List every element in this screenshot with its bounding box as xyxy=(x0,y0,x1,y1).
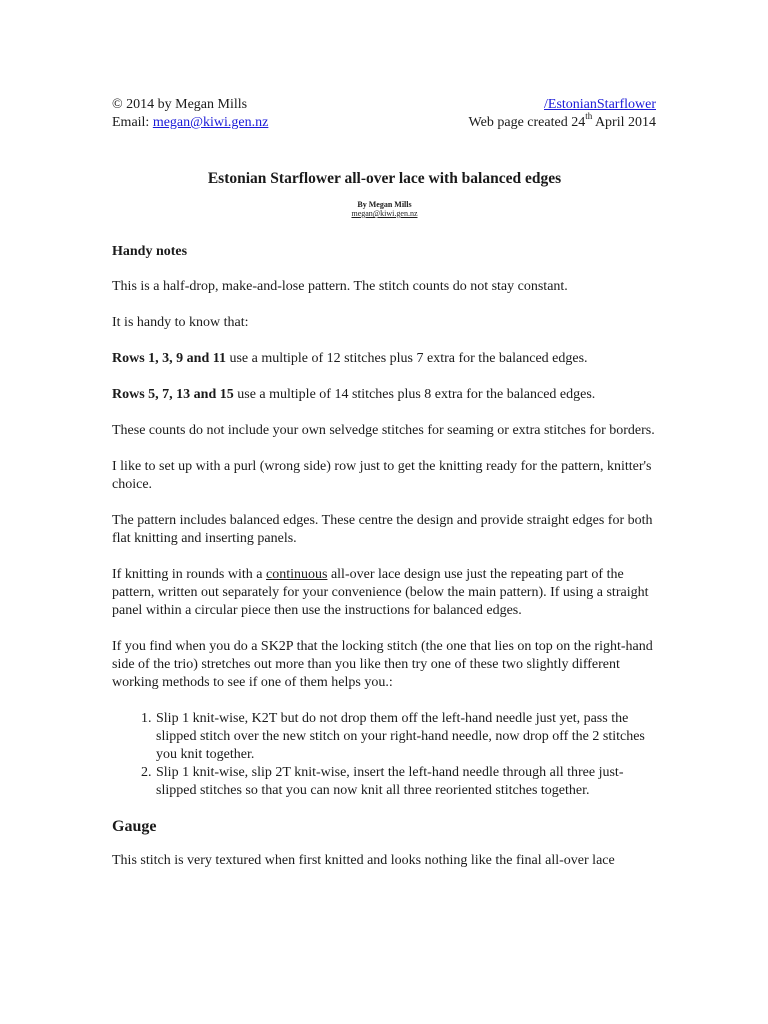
paragraph-setup: I like to set up with a purl (wrong side) row just to get the knitting ready for the pattern, knitter's choice. xyxy=(112,459,652,492)
paragraph-pattern-type: This is a half-drop, make-and-lose pattern. The stitch counts do not stay constant. xyxy=(112,279,568,294)
paragraph-sk2p: If you find when you do a SK2P that the locking stitch (the one that lies on top on the right-hand side of the trio) stretches out more than you like then try one of these two slightly different working methods to see if one of them helps you.: xyxy=(112,639,653,690)
copyright-line: © 2014 by Megan Mills xyxy=(112,97,248,112)
rows-b-label: Rows 5, 7, 13 and 15 xyxy=(112,387,234,402)
list-item: 1. Slip 1 knit-wise, K2T but do not drop them off the left-hand needle just yet, pass the slipped stitch over the new stitch on your right-hand needle, now drop off the 2 stitches you knit together. xyxy=(155,710,657,764)
created-prefix: Web page created 24 xyxy=(468,115,586,130)
document-title: Estonian Starflower all-over lace with balanced edges xyxy=(207,170,562,187)
header-left xyxy=(112,96,268,132)
rows-a-label: Rows 1, 3, 9 and 11 xyxy=(112,351,226,366)
paragraph-rows-a xyxy=(112,350,657,368)
rounds-text-a: If knitting in rounds with a xyxy=(112,567,266,582)
rows-a-text: use a multiple of 12 stitches plus 7 extra for the balanced edges. xyxy=(225,351,588,366)
paragraph-handy: It is handy to know that: xyxy=(112,315,249,330)
email-link[interactable]: megan@kiwi.gen.nz xyxy=(152,115,269,130)
created-suffix: April 2014 xyxy=(592,115,656,130)
email-label: Email: xyxy=(112,115,153,130)
paragraph-rows-b xyxy=(112,386,657,404)
header-right xyxy=(469,96,656,132)
paragraph-counts: These counts do not include your own selvedge stitches for seaming or extra stitches for borders. xyxy=(112,423,655,438)
method-list xyxy=(112,710,657,800)
created-date xyxy=(468,111,656,132)
rounds-underlined: continuous xyxy=(266,567,328,582)
paragraph-gauge: This stitch is very textured when first knitted and looks nothing like the final all-over lace xyxy=(112,853,615,868)
byline xyxy=(112,200,657,218)
created-ordinal: th xyxy=(585,111,593,122)
email-line xyxy=(112,114,268,132)
starflower-link[interactable]: /EstonianStarflower xyxy=(544,97,656,112)
handy-notes-heading: Handy notes xyxy=(112,244,188,259)
rounds-text-b: all-over lace design use just the repeating part of the pattern, written out separately for your convenience (below the main pattern). If using a straight panel within a circular piece then use the instructions for balanced edges. xyxy=(112,567,649,618)
paragraph-rounds xyxy=(112,566,657,620)
list-item: 2. Slip 1 knit-wise, slip 2T knit-wise, insert the left-hand needle through all three just-slipped stitches so that you can now knit all three reoriented stitches together. xyxy=(155,764,657,800)
paragraph-balanced-edges: The pattern includes balanced edges. These centre the design and provide straight edges for both flat knitting and inserting panels. xyxy=(112,513,653,546)
byline-email: megan@kiwi.gen.nz xyxy=(351,209,418,218)
byline-author: By Megan Mills xyxy=(357,200,412,209)
main-content xyxy=(112,170,657,888)
rows-b-text: use a multiple of 14 stitches plus 8 extra for the balanced edges. xyxy=(233,387,596,402)
gauge-heading: Gauge xyxy=(112,818,157,835)
